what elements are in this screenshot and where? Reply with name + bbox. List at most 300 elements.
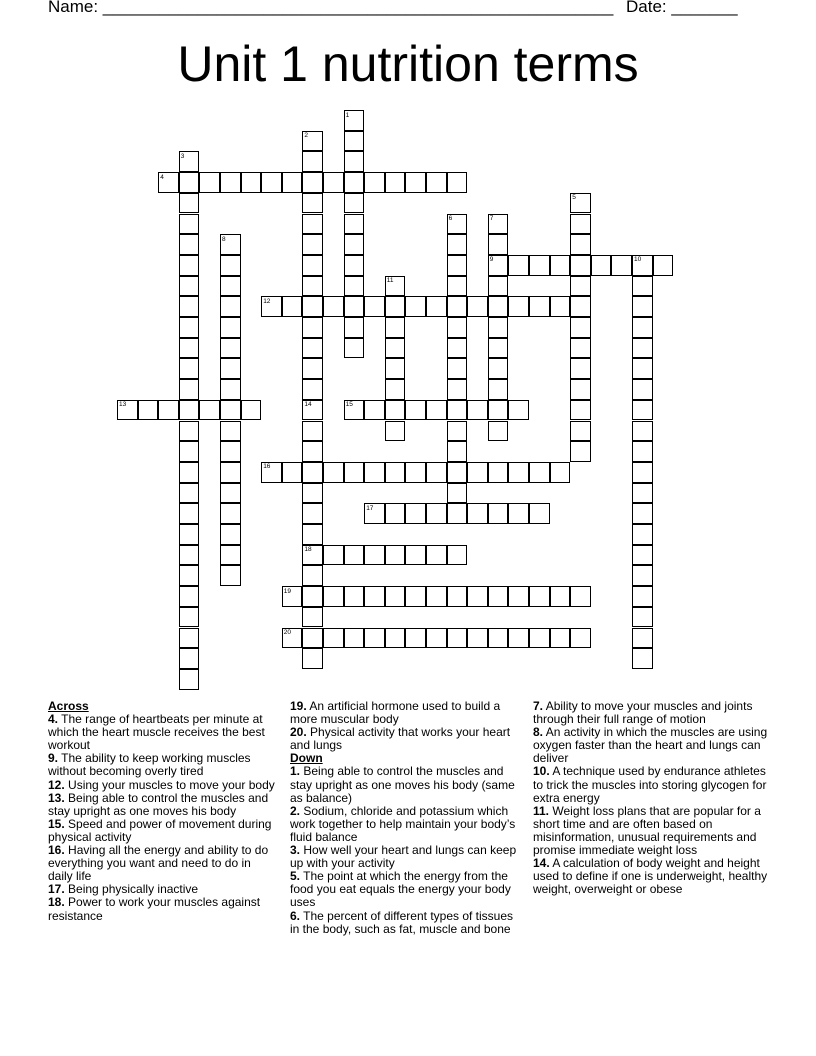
crossword-cell[interactable]	[220, 379, 241, 400]
crossword-cell[interactable]	[364, 503, 385, 524]
crossword-cell[interactable]	[179, 628, 200, 649]
clue-number: 12.	[48, 777, 65, 792]
clue-number: 5.	[290, 869, 301, 884]
crossword-cell[interactable]	[220, 441, 241, 462]
crossword-cell[interactable]	[632, 338, 653, 359]
crossword-cell[interactable]	[220, 234, 241, 255]
crossword-cell[interactable]	[344, 234, 365, 255]
crossword-cell[interactable]	[488, 317, 509, 338]
crossword-cell[interactable]	[447, 628, 468, 649]
crossword-cell[interactable]	[447, 483, 468, 504]
crossword-cell[interactable]	[632, 400, 653, 421]
crossword-cell[interactable]	[179, 379, 200, 400]
crossword-cell[interactable]	[570, 421, 591, 442]
crossword-cell[interactable]	[179, 193, 200, 214]
down-clue	[290, 844, 522, 870]
crossword-cell[interactable]	[179, 151, 200, 172]
crossword-cell[interactable]	[570, 193, 591, 214]
crossword-cell[interactable]	[364, 628, 385, 649]
crossword-cell[interactable]	[447, 462, 468, 483]
crossword-cell[interactable]	[302, 524, 323, 545]
clue-text: An activity in which the muscles are using oxygen faster than the heart and lungs can deliver	[533, 725, 768, 766]
crossword-cell[interactable]	[570, 255, 591, 276]
crossword-cell[interactable]	[426, 628, 447, 649]
crossword-cell[interactable]	[220, 421, 241, 442]
crossword-cell[interactable]	[282, 462, 303, 483]
crossword-cell[interactable]	[611, 255, 632, 276]
crossword-cell[interactable]	[385, 503, 406, 524]
crossword-cell[interactable]	[302, 607, 323, 628]
crossword-cell[interactable]	[323, 628, 344, 649]
crossword-cell[interactable]	[488, 503, 509, 524]
crossword-cell[interactable]	[302, 234, 323, 255]
crossword-cell[interactable]	[508, 255, 529, 276]
crossword-cell[interactable]	[282, 586, 303, 607]
crossword-cell[interactable]	[632, 586, 653, 607]
crossword-cell[interactable]	[302, 545, 323, 566]
crossword-cell[interactable]	[405, 296, 426, 317]
crossword-cell[interactable]	[405, 400, 426, 421]
clue-number: 20.	[290, 725, 307, 740]
crossword-cell[interactable]	[447, 400, 468, 421]
crossword-cell[interactable]	[385, 628, 406, 649]
clue-text: A technique used by endurance athletes to trick the muscles into storing glycogen for extra energy	[533, 764, 767, 805]
crossword-cell[interactable]	[447, 545, 468, 566]
clue-number: 4	[160, 173, 164, 181]
crossword-cell[interactable]	[179, 648, 200, 669]
crossword-cell[interactable]	[488, 338, 509, 359]
crossword-cell[interactable]	[179, 317, 200, 338]
crossword-cell[interactable]	[426, 503, 447, 524]
crossword-cell[interactable]	[447, 255, 468, 276]
crossword-cell[interactable]	[261, 172, 282, 193]
crossword-cell[interactable]	[632, 317, 653, 338]
clue-number: 6	[448, 215, 453, 222]
crossword-cell[interactable]	[488, 296, 509, 317]
crossword-cell[interactable]	[385, 462, 406, 483]
crossword-cell[interactable]	[302, 586, 323, 607]
clue-number: 4.	[48, 712, 59, 727]
crossword-cell[interactable]	[323, 462, 344, 483]
crossword-cell[interactable]	[529, 503, 550, 524]
crossword-cell[interactable]	[570, 379, 591, 400]
crossword-cell[interactable]	[302, 151, 323, 172]
crossword-cell[interactable]	[447, 214, 468, 235]
crossword-cell[interactable]	[385, 338, 406, 359]
across-clue	[48, 713, 278, 752]
crossword-cell[interactable]	[632, 462, 653, 483]
crossword-cell[interactable]	[570, 296, 591, 317]
down-clue	[533, 805, 769, 857]
crossword-cell[interactable]	[570, 214, 591, 235]
crossword-cell[interactable]	[344, 255, 365, 276]
crossword-cell[interactable]	[302, 131, 323, 152]
crossword-cell[interactable]	[179, 586, 200, 607]
clue-number: 3	[180, 152, 185, 160]
crossword-cell[interactable]	[467, 462, 488, 483]
across-clue	[48, 818, 278, 844]
crossword-cell[interactable]	[344, 628, 365, 649]
crossword-cell[interactable]	[220, 503, 241, 524]
crossword-cell[interactable]	[447, 379, 468, 400]
crossword-cell[interactable]	[302, 358, 323, 379]
clue-text: Sodium, chloride and potassium which work together to help maintain your body’s fluid balance	[290, 803, 516, 844]
crossword-cell[interactable]	[653, 255, 674, 276]
crossword-cell[interactable]	[282, 628, 303, 649]
clue-number: 10.	[533, 764, 550, 779]
crossword-cell[interactable]	[344, 193, 365, 214]
crossword-cell[interactable]	[467, 296, 488, 317]
clue-number: 11.	[533, 803, 550, 818]
crossword-cell[interactable]	[570, 338, 591, 359]
crossword-cell[interactable]	[570, 276, 591, 297]
crossword-cell[interactable]	[632, 358, 653, 379]
crossword-cell[interactable]	[220, 400, 241, 421]
crossword-cell[interactable]	[385, 400, 406, 421]
crossword-cell[interactable]	[344, 110, 365, 131]
crossword-cell[interactable]	[488, 358, 509, 379]
crossword-cell[interactable]	[302, 400, 323, 421]
crossword-cell[interactable]	[488, 234, 509, 255]
crossword-cell[interactable]	[344, 545, 365, 566]
crossword-cell[interactable]	[632, 421, 653, 442]
crossword-cell[interactable]	[570, 628, 591, 649]
crossword-cell[interactable]	[385, 379, 406, 400]
crossword-cell[interactable]	[302, 193, 323, 214]
crossword-cell[interactable]	[344, 151, 365, 172]
clue-number: 9	[489, 256, 494, 264]
crossword-cell[interactable]	[632, 648, 653, 669]
crossword-cell[interactable]	[385, 317, 406, 338]
crossword-cell[interactable]	[405, 462, 426, 483]
crossword-cell[interactable]	[405, 503, 426, 524]
crossword-cell[interactable]	[220, 462, 241, 483]
crossword-cell[interactable]	[282, 296, 303, 317]
crossword-cell[interactable]	[570, 317, 591, 338]
crossword-cell[interactable]	[488, 421, 509, 442]
crossword-cell[interactable]	[302, 338, 323, 359]
crossword-cell[interactable]	[364, 586, 385, 607]
clue-number: 18.	[48, 895, 65, 910]
crossword-cell[interactable]	[302, 255, 323, 276]
crossword-cell[interactable]	[179, 400, 200, 421]
crossword-cell[interactable]	[302, 317, 323, 338]
crossword-cell[interactable]	[302, 483, 323, 504]
crossword-cell[interactable]	[550, 462, 571, 483]
crossword-cell[interactable]	[632, 255, 653, 276]
crossword-cell[interactable]	[179, 296, 200, 317]
crossword-cell[interactable]	[302, 379, 323, 400]
crossword-cell[interactable]	[241, 172, 262, 193]
crossword-cell[interactable]	[385, 545, 406, 566]
crossword-cell[interactable]	[447, 441, 468, 462]
crossword-cell[interactable]	[570, 586, 591, 607]
date-field[interactable]: Date: _______	[626, 0, 738, 16]
crossword-cell[interactable]	[508, 462, 529, 483]
clue-text: Power to work your muscles against resistance	[48, 895, 261, 923]
crossword-cell[interactable]	[570, 234, 591, 255]
crossword-cell[interactable]	[158, 400, 179, 421]
crossword-cell[interactable]	[199, 400, 220, 421]
clue-text: Having all the energy and ability to do everything you want and need to do in daily life	[48, 843, 269, 884]
crossword-cell[interactable]	[632, 607, 653, 628]
crossword-cell[interactable]	[179, 441, 200, 462]
across-heading: Across	[48, 699, 89, 713]
crossword-cell[interactable]	[344, 462, 365, 483]
across-clue	[48, 792, 278, 818]
crossword-cell[interactable]	[179, 669, 200, 690]
crossword-cell[interactable]	[220, 172, 241, 193]
crossword-cell[interactable]	[220, 338, 241, 359]
crossword-cell[interactable]	[488, 214, 509, 235]
clues-column-2	[290, 700, 522, 936]
crossword-cell[interactable]	[405, 172, 426, 193]
crossword-cell[interactable]	[570, 441, 591, 462]
crossword-cell[interactable]	[570, 400, 591, 421]
crossword-cell[interactable]	[344, 172, 365, 193]
crossword-cell[interactable]	[179, 503, 200, 524]
crossword-cell[interactable]	[405, 545, 426, 566]
crossword-cell[interactable]	[344, 586, 365, 607]
crossword-cell[interactable]	[550, 255, 571, 276]
crossword-cell[interactable]	[385, 276, 406, 297]
crossword-cell[interactable]	[220, 276, 241, 297]
crossword-cell[interactable]	[508, 503, 529, 524]
crossword-cell[interactable]	[529, 255, 550, 276]
crossword-cell[interactable]	[302, 441, 323, 462]
crossword-cell[interactable]	[179, 421, 200, 442]
crossword-cell[interactable]	[508, 628, 529, 649]
crossword-cell[interactable]	[550, 586, 571, 607]
crossword-cell[interactable]	[488, 255, 509, 276]
crossword-cell[interactable]	[385, 172, 406, 193]
crossword-cell[interactable]	[323, 586, 344, 607]
clue-number: 17	[366, 504, 374, 512]
clues-column-1	[48, 700, 278, 923]
clue-text: Ability to move your muscles and joints through their full range of motion	[533, 699, 753, 727]
clue-number: 2.	[290, 803, 301, 818]
down-clue	[290, 870, 522, 909]
crossword-cell[interactable]	[488, 400, 509, 421]
crossword-cell[interactable]	[364, 400, 385, 421]
down-clue	[290, 910, 522, 936]
crossword-cell[interactable]	[488, 628, 509, 649]
name-field[interactable]: Name: ______________________________________________________	[48, 0, 614, 16]
clue-text: The percent of different types of tissues in the body, such as fat, muscle and bone	[290, 908, 514, 936]
clue-text: Physical activity that works your heart and lungs	[290, 725, 511, 753]
clue-number: 1	[345, 111, 350, 119]
crossword-cell[interactable]	[467, 628, 488, 649]
crossword-cell[interactable]	[447, 338, 468, 359]
crossword-cell[interactable]	[117, 400, 138, 421]
crossword-cell[interactable]	[508, 296, 529, 317]
clue-number: 5	[572, 194, 576, 202]
crossword-cell[interactable]	[632, 503, 653, 524]
crossword-cell[interactable]	[426, 296, 447, 317]
crossword-cell[interactable]	[302, 421, 323, 442]
clue-number: 2	[304, 132, 309, 140]
crossword-cell[interactable]	[364, 296, 385, 317]
crossword-cell[interactable]	[138, 400, 159, 421]
crossword-cell[interactable]	[179, 234, 200, 255]
crossword-cell[interactable]	[426, 586, 447, 607]
clue-number: 18	[304, 546, 312, 554]
clue-number: 13	[119, 401, 127, 409]
across-clue	[290, 700, 522, 726]
crossword-cell[interactable]	[447, 296, 468, 317]
crossword-cell[interactable]	[632, 628, 653, 649]
crossword-cell[interactable]	[261, 296, 282, 317]
crossword-cell[interactable]	[220, 545, 241, 566]
clue-number: 20	[283, 629, 292, 636]
crossword-cell[interactable]	[385, 421, 406, 442]
crossword-cell[interactable]	[302, 276, 323, 297]
crossword-cell[interactable]	[179, 565, 200, 586]
crossword-cell[interactable]	[447, 503, 468, 524]
clue-text: The ability to keep working muscles without becoming overly tired	[48, 751, 251, 779]
crossword-cell[interactable]	[632, 524, 653, 545]
down-clue	[290, 765, 522, 804]
clue-text: An artificial hormone used to build a more muscular body	[290, 699, 501, 727]
crossword-cell[interactable]	[302, 214, 323, 235]
crossword-cell[interactable]	[344, 276, 365, 297]
crossword-cell[interactable]	[529, 462, 550, 483]
crossword-cell[interactable]	[447, 586, 468, 607]
crossword-cell[interactable]	[179, 524, 200, 545]
crossword-cell[interactable]	[508, 400, 529, 421]
crossword-cell[interactable]	[344, 214, 365, 235]
crossword-cell[interactable]	[241, 400, 262, 421]
crossword-cell[interactable]	[488, 276, 509, 297]
clue-number: 1.	[290, 764, 301, 779]
crossword-cell[interactable]	[261, 462, 282, 483]
down-clue	[533, 726, 769, 765]
crossword-cell[interactable]	[447, 172, 468, 193]
crossword-cell[interactable]	[158, 172, 179, 193]
crossword-cell[interactable]	[426, 545, 447, 566]
crossword-cell[interactable]	[302, 628, 323, 649]
crossword-cell[interactable]	[467, 586, 488, 607]
clue-number: 7	[489, 215, 494, 222]
crossword-cell[interactable]	[323, 545, 344, 566]
clue-number: 8.	[533, 725, 544, 740]
crossword-cell[interactable]	[550, 628, 571, 649]
crossword-cell[interactable]	[344, 338, 365, 359]
crossword-cell[interactable]	[632, 379, 653, 400]
clue-text: A calculation of body weight and height used to define if one is underweight, healthy weight, overweight or obese	[533, 856, 768, 897]
crossword-cell[interactable]	[467, 503, 488, 524]
crossword-cell[interactable]	[199, 172, 220, 193]
crossword-cell[interactable]	[447, 276, 468, 297]
crossword-cell[interactable]	[364, 545, 385, 566]
crossword-cell[interactable]	[508, 586, 529, 607]
crossword-cell[interactable]	[323, 172, 344, 193]
crossword-cell[interactable]	[426, 400, 447, 421]
crossword-cell[interactable]	[220, 358, 241, 379]
crossword-cell[interactable]	[179, 255, 200, 276]
crossword-cell[interactable]	[529, 296, 550, 317]
crossword-cell[interactable]	[426, 462, 447, 483]
crossword-cell[interactable]	[488, 379, 509, 400]
crossword-cell[interactable]	[385, 296, 406, 317]
crossword-cell[interactable]	[179, 214, 200, 235]
crossword-cell[interactable]	[385, 358, 406, 379]
clue-text: Being able to control the muscles and stay upright as one moves his body	[48, 790, 269, 818]
clue-number: 19.	[290, 699, 307, 713]
crossword-cell[interactable]	[385, 586, 406, 607]
crossword-cell[interactable]	[467, 400, 488, 421]
clue-number: 14.	[533, 856, 550, 871]
crossword-cell[interactable]	[220, 255, 241, 276]
clue-number: 13.	[48, 790, 65, 805]
crossword-cell[interactable]	[302, 462, 323, 483]
crossword-cell[interactable]	[570, 358, 591, 379]
crossword-cell[interactable]	[179, 276, 200, 297]
crossword-cell[interactable]	[179, 462, 200, 483]
crossword-cell[interactable]	[344, 131, 365, 152]
crossword-cell[interactable]	[179, 172, 200, 193]
crossword-cell[interactable]	[220, 296, 241, 317]
crossword-cell[interactable]	[405, 586, 426, 607]
crossword-cell[interactable]	[302, 648, 323, 669]
crossword-cell[interactable]	[179, 338, 200, 359]
crossword-cell[interactable]	[550, 296, 571, 317]
clue-text: The range of heartbeats per minute at which the heart muscle receives the best workout	[48, 712, 265, 753]
crossword-cell[interactable]	[632, 483, 653, 504]
crossword-cell[interactable]	[344, 317, 365, 338]
crossword-cell[interactable]	[447, 358, 468, 379]
crossword-cell[interactable]	[323, 296, 344, 317]
crossword-cell[interactable]	[344, 296, 365, 317]
crossword-cell[interactable]	[591, 255, 612, 276]
crossword-cell[interactable]	[220, 483, 241, 504]
crossword-cell[interactable]	[447, 317, 468, 338]
crossword-cell[interactable]	[179, 483, 200, 504]
crossword-cell[interactable]	[220, 317, 241, 338]
clue-number: 16.	[48, 843, 65, 858]
crossword-cell[interactable]	[632, 296, 653, 317]
crossword-cell[interactable]	[179, 358, 200, 379]
crossword-cell[interactable]	[488, 462, 509, 483]
crossword-cell[interactable]	[632, 545, 653, 566]
crossword-cell[interactable]	[220, 565, 241, 586]
crossword-cell[interactable]	[302, 172, 323, 193]
crossword-cell[interactable]	[302, 503, 323, 524]
crossword-cell[interactable]	[302, 565, 323, 586]
crossword-cell[interactable]	[179, 545, 200, 566]
crossword-cell[interactable]	[302, 296, 323, 317]
crossword-cell[interactable]	[426, 172, 447, 193]
crossword-cell[interactable]	[632, 441, 653, 462]
down-heading: Down	[290, 751, 323, 766]
crossword-cell[interactable]	[488, 586, 509, 607]
crossword-cell[interactable]	[179, 607, 200, 628]
crossword-cell[interactable]	[632, 276, 653, 297]
crossword-cell[interactable]	[364, 172, 385, 193]
crossword-cell[interactable]	[405, 628, 426, 649]
crossword-cell[interactable]	[220, 524, 241, 545]
crossword-cell[interactable]	[344, 400, 365, 421]
crossword-cell[interactable]	[447, 234, 468, 255]
across-clue	[48, 752, 278, 778]
crossword-cell[interactable]	[632, 565, 653, 586]
across-clue	[290, 726, 522, 752]
crossword-cell[interactable]	[447, 421, 468, 442]
crossword-cell[interactable]	[282, 172, 303, 193]
crossword-cell[interactable]	[529, 586, 550, 607]
crossword-cell[interactable]	[529, 628, 550, 649]
crossword-cell[interactable]	[364, 462, 385, 483]
